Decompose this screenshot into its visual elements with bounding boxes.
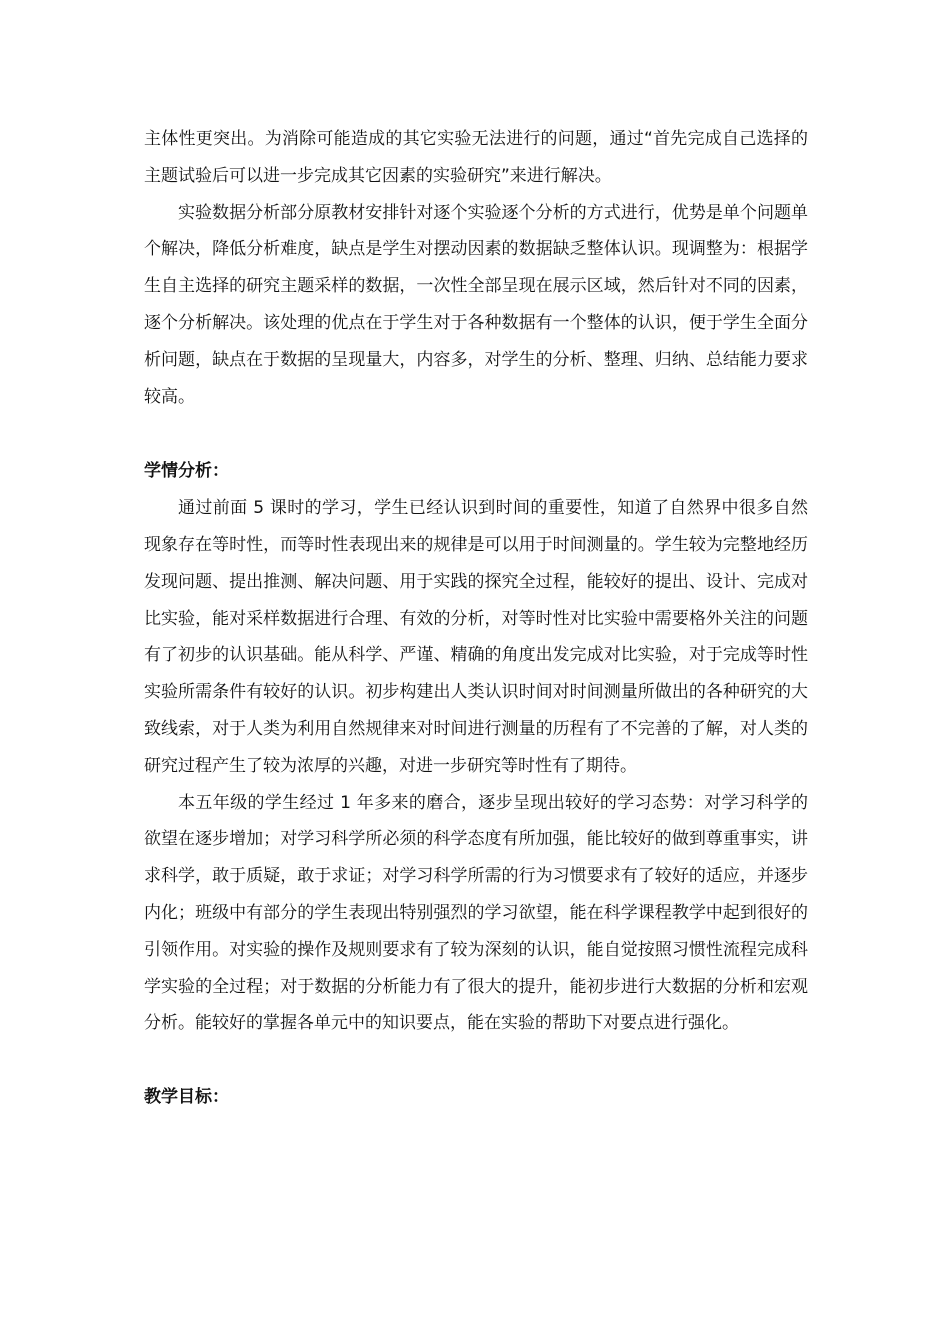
paragraph-subjectivity: 主体性更突出。为消除可能造成的其它实验无法进行的问题，通过“首先完成自己选择的主题试验后可以进一步完成其它因素的实验研究”来进行解决。: [144, 129, 808, 186]
section-spacer: [144, 415, 808, 453]
document-body: [144, 121, 808, 1116]
heading-student-analysis: 学情分析：: [144, 461, 229, 482]
paragraph-prior-learning: 通过前面 5 课时的学习，学生已经认识到时间的重要性，知道了自然界中很多自然现象存在等时性，而等时性表现出来的规律是可以用于时间测量的。学生较为完整地经历发现问题、提出推测、解决问题、用于实践的探究全过程，能较好的提出、设计、完成对比实验，能对采样数据进行合理、有效的分析，对等时性对比实验中需要格外关注的问题有了初步的认识基础。能从科学、严谨、精确的角度出发完成对比实验，对于完成等时性实验所需条件有较好的认识。初步构建出人类认识时间对时间测量所做出的各种研究的大致线索，对于人类为利用自然规律来对时间进行测量的历程有了不完善的了解，对人类的研究过程产生了较为浓厚的兴趣，对进一步研究等时性有了期待。: [144, 498, 808, 776]
section-spacer: [144, 1042, 808, 1079]
paragraph-data-analysis: 实验数据分析部分原教材安排针对逐个实验逐个分析的方式进行，优势是单个问题单个解决，降低分析难度，缺点是学生对摆动因素的数据缺乏整体认识。现调整为：根据学生自主选择的研究主题采样的数据，一次性全部呈现在展示区域，然后针对不同的因素，逐个分析解决。该处理的优点在于学生对于各种数据有一个整体的认识，便于学生全面分析问题，缺点在于数据的呈现量大，内容多，对学生的分析、整理、归纳、总结能力要求较高。: [144, 202, 808, 407]
heading-teaching-goals: 教学目标：: [144, 1087, 229, 1108]
paragraph-grade-five-students: 本五年级的学生经过 1 年多来的磨合，逐步呈现出较好的学习态势：对学习科学的欲望在逐步增加；对学习科学所必须的科学态度有所加强，能比较好的做到尊重事实，讲求科学，敢于质疑，敢于求证；对学习科学所需的行为习惯要求有了较好的适应，并逐步内化；班级中有部分的学生表现出特别强烈的学习欲望，能在科学课程教学中起到很好的引领作用。对实验的操作及规则要求有了较为深刻的认识，能自觉按照习惯性流程完成科学实验的全过程；对于数据的分析能力有了很大的提升，能初步进行大数据的分析和宏观分析。能较好的掌握各单元中的知识要点，能在实验的帮助下对要点进行强化。: [144, 792, 808, 1034]
